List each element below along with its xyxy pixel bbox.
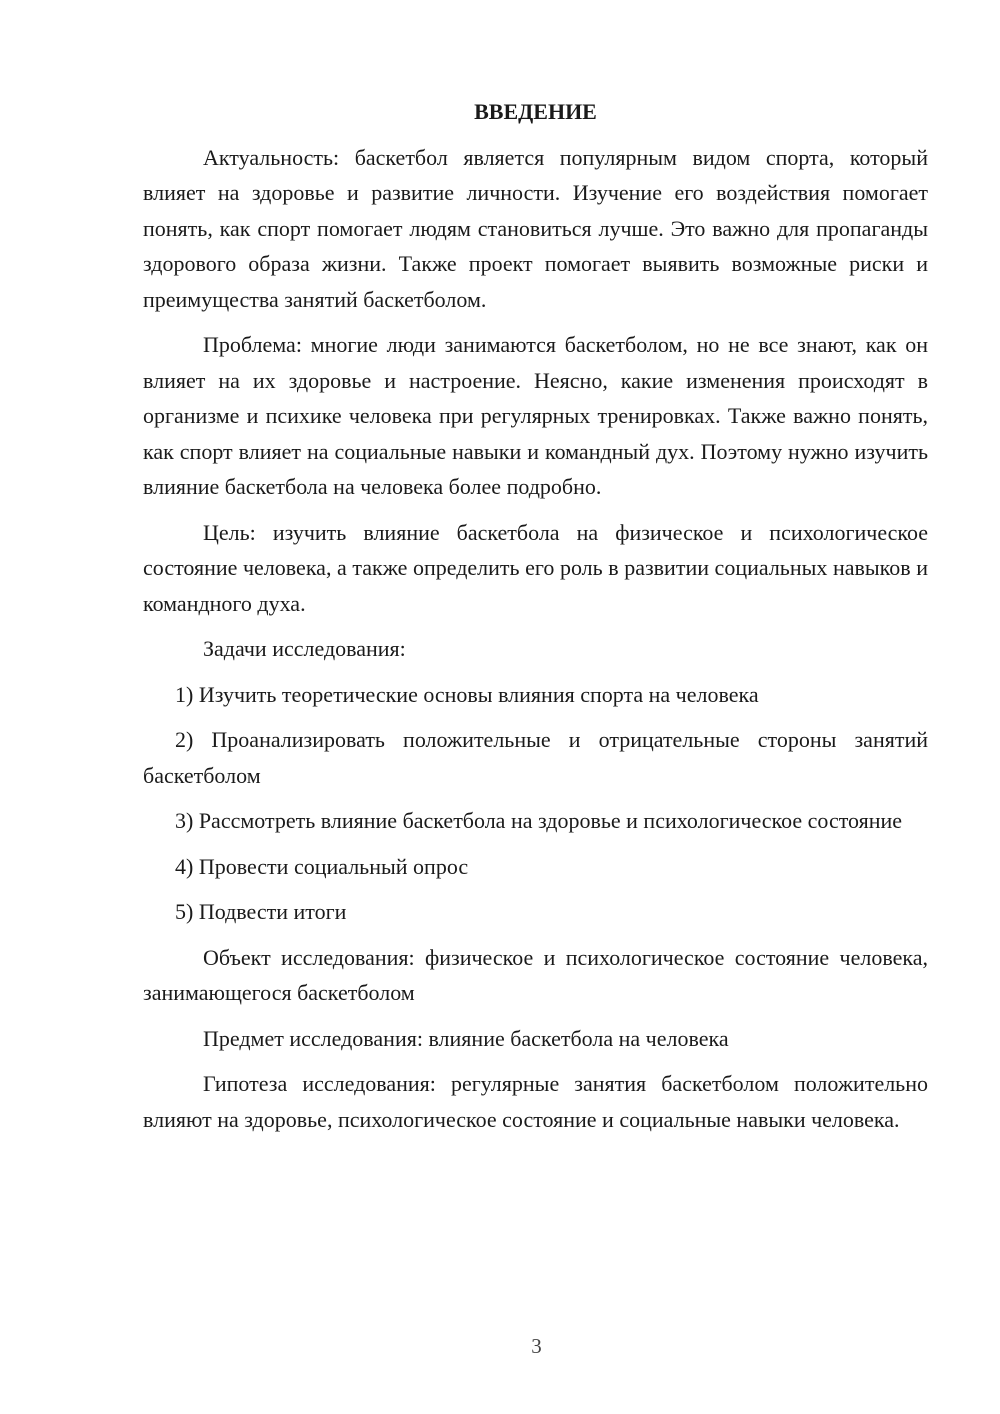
paragraph-relevance: Актуальность: баскетбол является популярным видом спорта, который влияет на здоровье и развитие личности. Изучение его воздействия помогает понять, как спорт помогает людям становиться лучше. Это важно для пропаганды здорового образа жизни. Также проект помогает выявить возможные риски и преимущества занятий баскетболом. [143, 144, 928, 312]
task-item-3: 3) Рассмотреть влияние баскетбола на здоровье и психологическое состояние [175, 808, 903, 833]
document-body [143, 94, 928, 1147]
paragraph-object: Объект исследования: физическое и психологическое состояние человека, занимающегося баскетболом [143, 944, 928, 1005]
section-title: ВВЕДЕНИЕ [474, 99, 597, 124]
paragraph-problem: Проблема: многие люди занимаются баскетболом, но не все знают, как он влияет на их здоровье и настроение. Неясно, какие изменения происходят в организме и психике человека при регулярных тренировках. Также важно понять, как спорт влияет на социальные навыки и командный дух. Поэтому нужно изучить влияние баскетбола на человека более подробно. [143, 332, 928, 499]
task-item-4: 4) Провести социальный опрос [175, 853, 469, 879]
paragraph-hypothesis: Гипотеза исследования: регулярные занятия баскетболом положительно влияют на здоровье, психологическое состояние и социальные навыки человека. [143, 1071, 928, 1132]
paragraph-subject: Предмет исследования: влияние баскетбола на человека [203, 1025, 729, 1051]
task-item-1: 1) Изучить теоретические основы влияния спорта на человека [175, 681, 759, 707]
task-item-5: 5) Подвести итоги [175, 899, 347, 924]
page-number: 3 [531, 1334, 542, 1358]
paragraph-tasks-heading: Задачи исследования: [203, 636, 406, 661]
paragraph-goal: Цель: изучить влияние баскетбола на физическое и психологическое состояние человека, а также определить его роль в развитии социальных навыков и командного духа. [143, 519, 928, 616]
task-item-2: 2) Проанализировать положительные и отрицательные стороны занятий баскетболом [143, 727, 928, 788]
